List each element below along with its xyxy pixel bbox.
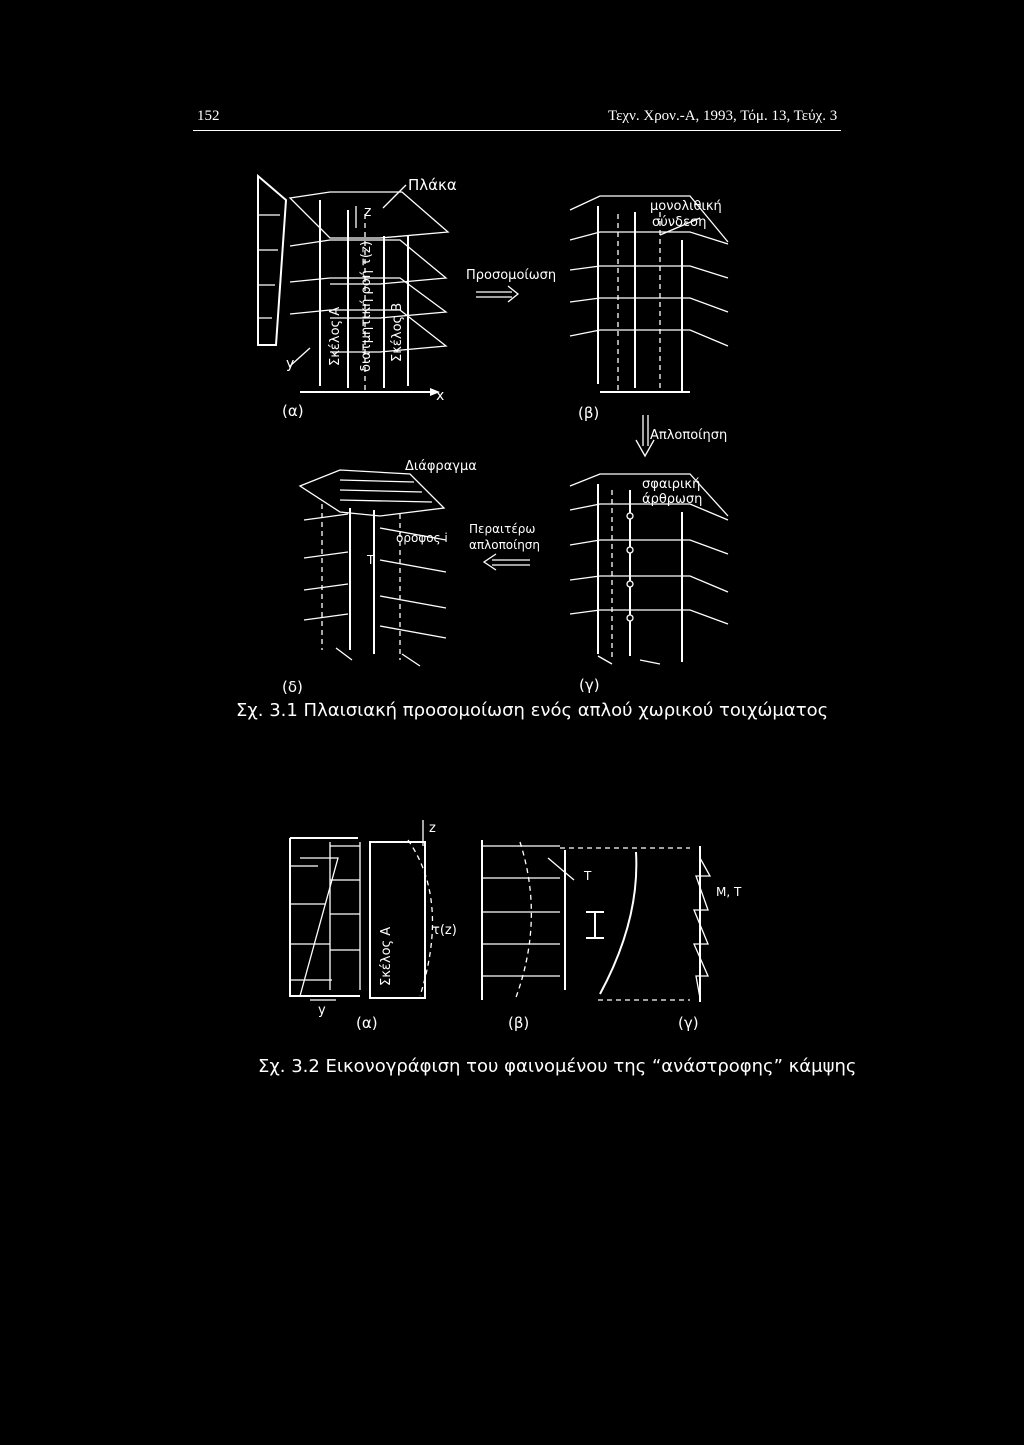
fig2-mt-label: M, T [716, 885, 742, 899]
z-axis-label: z [364, 204, 372, 220]
plate-label: Πλάκα [408, 176, 457, 194]
fig1-panel-b [570, 196, 728, 392]
fig2-ti-label: T [584, 869, 592, 883]
leg-b-label: Σκέλος Β [390, 302, 405, 362]
spherical-label-2: άρθρωση [642, 492, 703, 507]
arrow-right-icon [476, 286, 518, 302]
panel-label-g: (γ) [579, 676, 600, 694]
panel-label-a: (α) [282, 402, 304, 420]
spherical-label-1: σφαιρική [642, 477, 701, 492]
simplification-label: Απλοποίηση [650, 428, 728, 443]
fig2-panel-a [290, 820, 457, 1018]
diaphragm-label: Διάφραγμα [405, 459, 477, 474]
floor-label: όροφος i [396, 531, 448, 545]
fig1-panel-a [258, 176, 457, 404]
fig2-z-label: z [429, 821, 436, 836]
x-axis-label: x [436, 388, 445, 404]
panel-label-d: (δ) [282, 678, 303, 696]
y-axis-label: y [286, 356, 295, 372]
monolithic-label-2: σύνδεση [652, 215, 707, 230]
panel-label-b: (β) [578, 404, 600, 422]
page-number: 152 [197, 108, 220, 124]
fig2-panel-label-a: (α) [356, 1014, 378, 1032]
modelling-label: Προσομοίωση [466, 268, 557, 283]
leg-a-label: Σκέλος Α [328, 306, 343, 366]
further-label-2: απλοποίηση [469, 538, 541, 552]
fig1-panel-g [570, 474, 728, 664]
fig2-panel-label-b: (β) [508, 1014, 530, 1032]
arrow-left-icon [484, 554, 530, 570]
fig1-panel-d [300, 459, 477, 666]
fig2-y-label: y [318, 1003, 326, 1018]
fig2-panel-b [482, 840, 604, 1000]
shear-flow-label: διατμητική ροή τ(z) [359, 241, 374, 372]
fig2-panel-label-g: (γ) [678, 1014, 699, 1032]
journal-reference: Τεχν. Χρον.-Α, 1993, Τόμ. 13, Τεύχ. 3 [608, 108, 838, 124]
fig2-shear-label: τ(z) [432, 923, 457, 938]
monolithic-label-1: μονολιθική [650, 199, 722, 214]
fig2-leg-a-label: Σκέλος Α [379, 926, 394, 986]
further-label-1: Περαιτέρω [469, 522, 536, 536]
figure1-caption: Σχ. 3.1 Πλαισιακή προσομοίωση ενός απλού χωρικού τοιχώματος [236, 700, 829, 721]
tau-i-label: T [367, 553, 375, 567]
figure2-caption: Σχ. 3.2 Εικονογράφιση του φαινομένου της “ανάστροφης” κάμψης [258, 1056, 857, 1077]
load-triangle [258, 176, 286, 345]
